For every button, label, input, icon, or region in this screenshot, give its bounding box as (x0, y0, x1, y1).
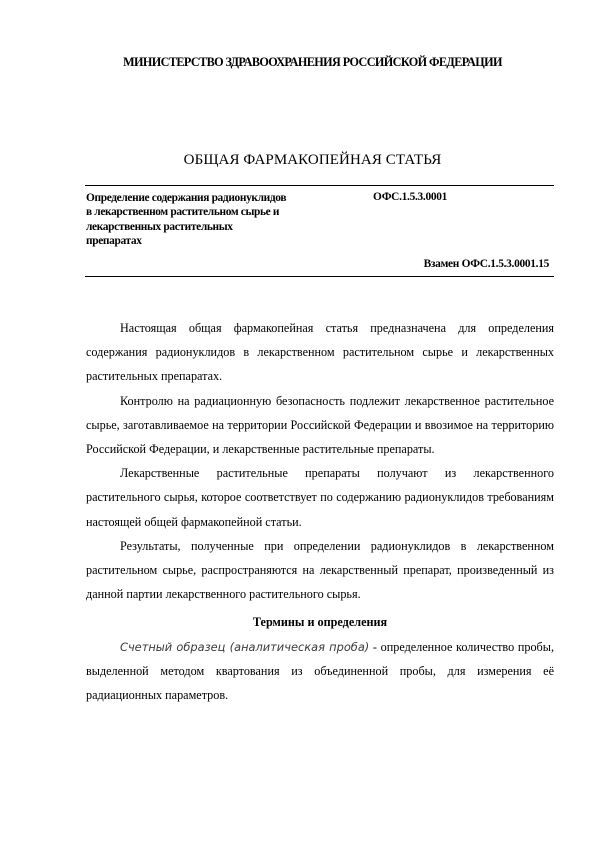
header-top-rule (85, 185, 554, 186)
section-heading: Термины и определения (252, 615, 388, 630)
article-subject-line: в лекарственном растительном сырье и (86, 206, 280, 219)
article-code: ОФС.1.5.3.0001 (373, 191, 448, 203)
body-paragraph: Результаты, полученные при определении радионуклидов в лекарственном растительном сырье, распространяются на лекарственный препарат, произведенный из данной партии лекарственного растительного сырья. (86, 538, 554, 602)
definition-term: Счетный образец (аналитическая проба) (120, 639, 370, 654)
header-bottom-rule (85, 276, 554, 277)
definition-paragraph (86, 635, 554, 708)
article-subject-line: препаратах (86, 234, 142, 247)
body-paragraph: Лекарственные растительные препараты получают из лекарственного растительного сырья, которое соответствует по содержанию радионуклидов требованиям настоящей общей фармакопейной статьи. (86, 466, 554, 529)
article-subject (86, 191, 356, 248)
body-paragraph: Контролю на радиационную безопасность подлежит лекарственное растительное сырье, заготавливаемое на территории Российской Федерации и ввозимое на территорию Российской Федерации, и лекарственные растительные препараты. (86, 393, 554, 457)
definition-text: - определенное количество пробы, выделенной методом квартования из объединенной пробы, для измерения её радиационных параметров. (86, 639, 554, 703)
body-paragraph: Настоящая общая фармакопейная статья предназначена для определения содержания радионуклидов в лекарственном растительном сырье и лекарственных растительных препаратах. (86, 321, 554, 384)
document-type-title: ОБЩАЯ ФАРМАКОПЕЙНАЯ СТАТЬЯ (183, 152, 442, 168)
replaces-code: Взамен ОФС.1.5.3.0001.15 (423, 258, 549, 270)
article-subject-line: лекарственных растительных (86, 220, 233, 233)
ministry-title: МИНИСТЕРСТВО ЗДРАВООХРАНЕНИЯ РОССИЙСКОЙ ФЕДЕРАЦИИ (123, 55, 502, 69)
document-body (86, 316, 554, 707)
article-subject-line: Определение содержания радионуклидов (86, 192, 287, 204)
